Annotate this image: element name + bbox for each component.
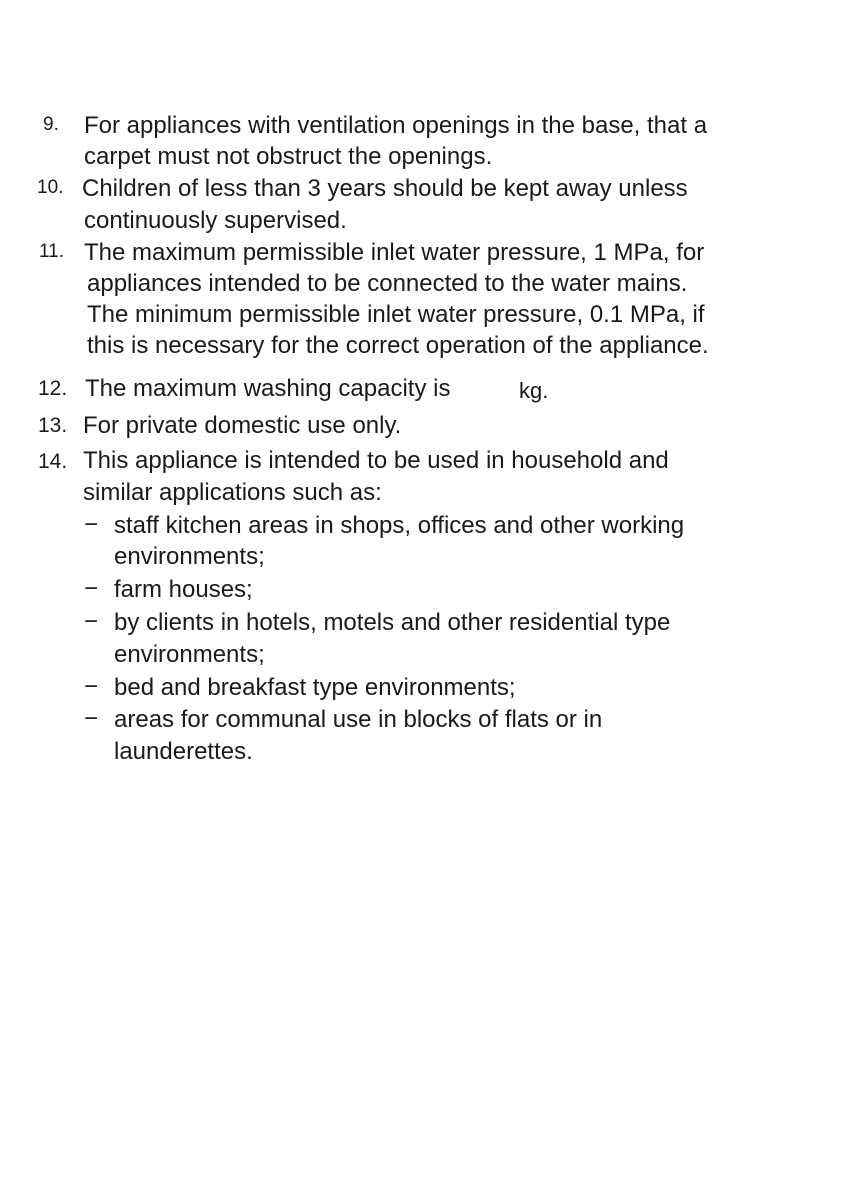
item-text-line: The minimum permissible inlet water pressure, 0.1 MPa, if — [87, 301, 705, 328]
bullet-text-line: areas for communal use in blocks of flats or in — [114, 706, 603, 733]
item-text-line: The maximum washing capacity is — [85, 375, 451, 402]
item-number: 10. — [37, 177, 64, 198]
item-text-line: For appliances with ventilation openings in the base, that a — [84, 112, 708, 139]
capacity-unit: kg. — [519, 378, 549, 403]
bullet-dash: − — [84, 608, 99, 635]
bullet-text-line: staff kitchen areas in shops, offices and other working — [114, 512, 685, 539]
bullet-text-line: launderettes. — [114, 738, 253, 765]
item-text-line: carpet must not obstruct the openings. — [84, 143, 493, 170]
item-text-line: appliances intended to be connected to the water mains. — [87, 270, 688, 297]
bullet-dash: − — [84, 705, 99, 732]
item-text-line: The maximum permissible inlet water pressure, 1 MPa, for — [84, 239, 705, 266]
item-text-line: This appliance is intended to be used in household and — [83, 447, 669, 474]
item-text-line: continuously supervised. — [84, 207, 347, 234]
item-number: 13. — [38, 414, 68, 437]
item-number: 11. — [39, 241, 65, 262]
bullet-text-line: bed and breakfast type environments; — [114, 674, 516, 701]
bullet-text-line: environments; — [114, 543, 265, 570]
bullet-text-line: farm houses; — [114, 576, 253, 603]
bullet-text-line: environments; — [114, 641, 265, 668]
item-number: 14. — [38, 450, 68, 473]
bullet-dash: − — [84, 511, 99, 538]
item-text-line: For private domestic use only. — [83, 412, 402, 439]
bullet-text-line: by clients in hotels, motels and other residential type — [114, 609, 671, 636]
item-number: 12. — [38, 377, 68, 400]
item-text-line: Children of less than 3 years should be kept away unless — [82, 175, 688, 202]
bullet-dash: − — [84, 673, 99, 700]
item-text-line: this is necessary for the correct operation of the appliance. — [87, 332, 709, 359]
bullet-dash: − — [84, 575, 99, 602]
item-text-line: similar applications such as: — [83, 479, 382, 506]
item-number: 9. — [43, 114, 59, 135]
